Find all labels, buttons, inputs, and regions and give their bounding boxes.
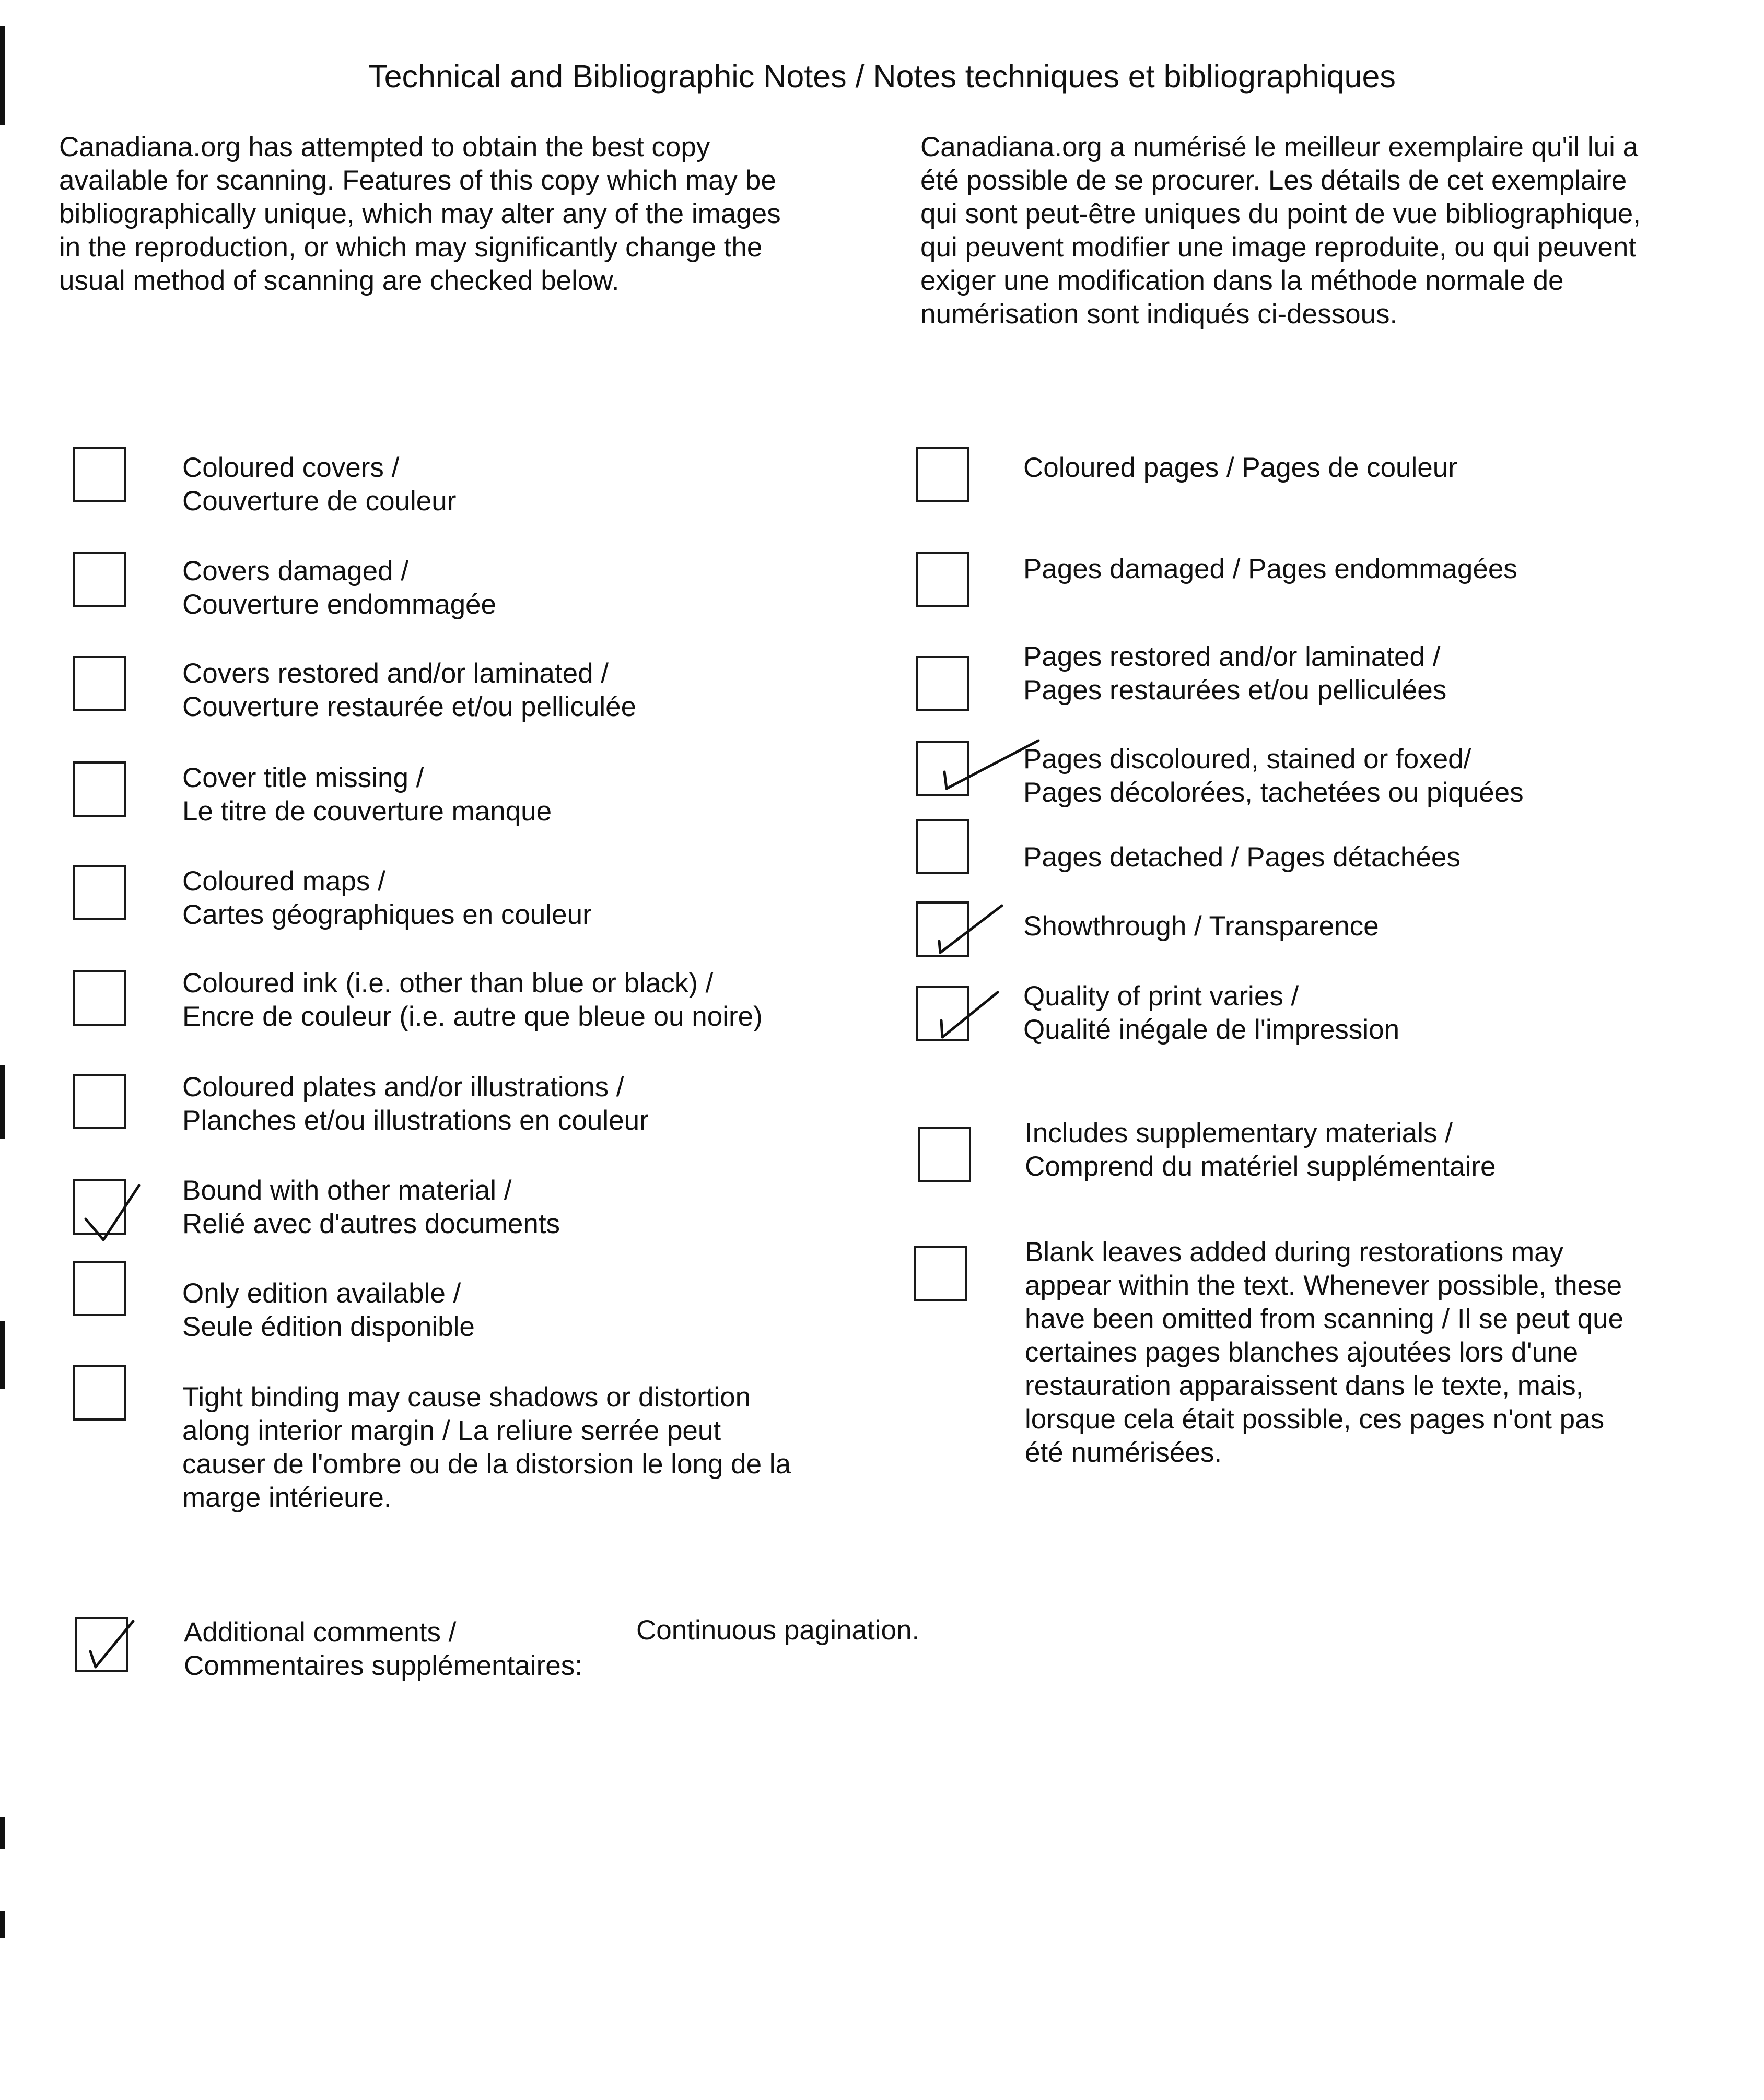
page-title: Technical and Bibliographic Notes / Notes techniques et bibliographiques [368,58,1396,94]
checkbox-pages-detached[interactable] [916,819,969,874]
scan-edge-mark [0,26,5,125]
label-only-edition: Only edition available / Seule édition disponible [182,1278,475,1342]
checkbox-coloured-covers[interactable] [73,447,126,502]
checkbox-additional-comments[interactable] [75,1617,128,1672]
label-bound-with-other-material: Bound with other material / Relié avec d'autres documents [182,1175,560,1239]
label-tight-binding: Tight binding may cause shadows or distortion along interior margin / La reliure serrée peut causer de l'ombre ou de la distorsion le long de la marge intérieure. [182,1382,791,1513]
label-coloured-pages: Coloured pages / Pages de couleur [1023,452,1457,483]
checkbox-pages-damaged[interactable] [916,552,969,607]
label-coloured-maps: Coloured maps / Cartes géographiques en couleur [182,866,592,930]
intro-french: Canadiana.org a numérisé le meilleur exemplaire qu'il lui a été possible de se procurer. Les détails de cet exemplaire qui sont peut-être uniques du point de vue bibliographique, qui peuvent modifier une image reproduite, ou qui peuvent exiger une modification dans la méthode normale de numérisation sont indiqués ci-dessous. [920,132,1641,330]
checkbox-pages-restored[interactable] [916,656,969,711]
checkbox-supplementary-materials[interactable] [918,1127,971,1182]
checkbox-coloured-plates[interactable] [73,1074,126,1129]
checkbox-only-edition[interactable] [73,1261,126,1316]
checkbox-coloured-pages[interactable] [916,447,969,502]
intro-english: Canadiana.org has attempted to obtain the best copy available for scanning. Features of this copy which may be bibliographically unique, which may alter any of the images in the reproduction, or which may significantly change the usual method of scanning are checked below. [59,132,781,296]
checkbox-blank-leaves[interactable] [914,1246,967,1301]
label-pages-discoloured: Pages discoloured, stained or foxed/ Pages décolorées, tachetées ou piquées [1023,744,1524,808]
scan-edge-mark [0,1065,5,1139]
checkmark-icon [916,730,1031,808]
label-quality-of-print: Quality of print varies / Qualité inégale de l'impression [1023,981,1400,1045]
label-pages-detached: Pages detached / Pages détachées [1023,842,1461,873]
label-covers-damaged: Covers damaged / Couverture endommagée [182,556,497,620]
checkbox-covers-restored[interactable] [73,656,126,711]
checkbox-cover-title-missing[interactable] [73,761,126,817]
checkbox-coloured-maps[interactable] [73,865,126,920]
checkmark-icon [916,891,1020,969]
scan-edge-mark [0,1911,5,1938]
scan-edge-mark [0,1321,5,1389]
additional-comments-value: Continuous pagination. [636,1615,920,1646]
checkbox-bound-with-other-material[interactable] [73,1179,126,1235]
label-coloured-ink: Coloured ink (i.e. other than blue or black) / Encre de couleur (i.e. autre que bleue ou noire) [182,968,763,1032]
scan-edge-mark [0,1817,5,1849]
label-coloured-plates: Coloured plates and/or illustrations / Planches et/ou illustrations en couleur [182,1072,649,1136]
checkbox-showthrough[interactable] [916,901,969,957]
label-supplementary-materials: Includes supplementary materials / Comprend du matériel supplémentaire [1025,1118,1496,1182]
label-cover-title-missing: Cover title missing / Le titre de couverture manque [182,762,552,827]
checkmark-icon [75,1605,163,1684]
checkbox-coloured-ink[interactable] [73,970,126,1026]
label-blank-leaves: Blank leaves added during restorations may appear within the text. Whenever possible, these have been omitted from scanning / Il se peut que certaines pages blanches ajoutées lors d'une restauration apparaissent dans le texte, mais, lorsque cela était possible, ces pages n'ont pas été numérisées. [1025,1237,1624,1468]
checkbox-quality-of-print[interactable] [916,986,969,1041]
checkmark-icon [916,976,1020,1054]
label-coloured-covers: Coloured covers / Couverture de couleur [182,452,457,517]
label-pages-restored: Pages restored and/or laminated / Pages restaurées et/ou pelliculées [1023,641,1447,706]
checkbox-covers-damaged[interactable] [73,552,126,607]
label-covers-restored: Covers restored and/or laminated / Couverture restaurée et/ou pelliculée [182,658,637,722]
label-pages-damaged: Pages damaged / Pages endommagées [1023,554,1517,584]
label-showthrough: Showthrough / Transparence [1023,911,1379,942]
checkbox-tight-binding[interactable] [73,1365,126,1421]
label-additional-comments: Additional comments / Commentaires supplémentaires: [184,1617,582,1681]
checkbox-pages-discoloured[interactable] [916,741,969,796]
checkmark-icon [71,1167,160,1245]
